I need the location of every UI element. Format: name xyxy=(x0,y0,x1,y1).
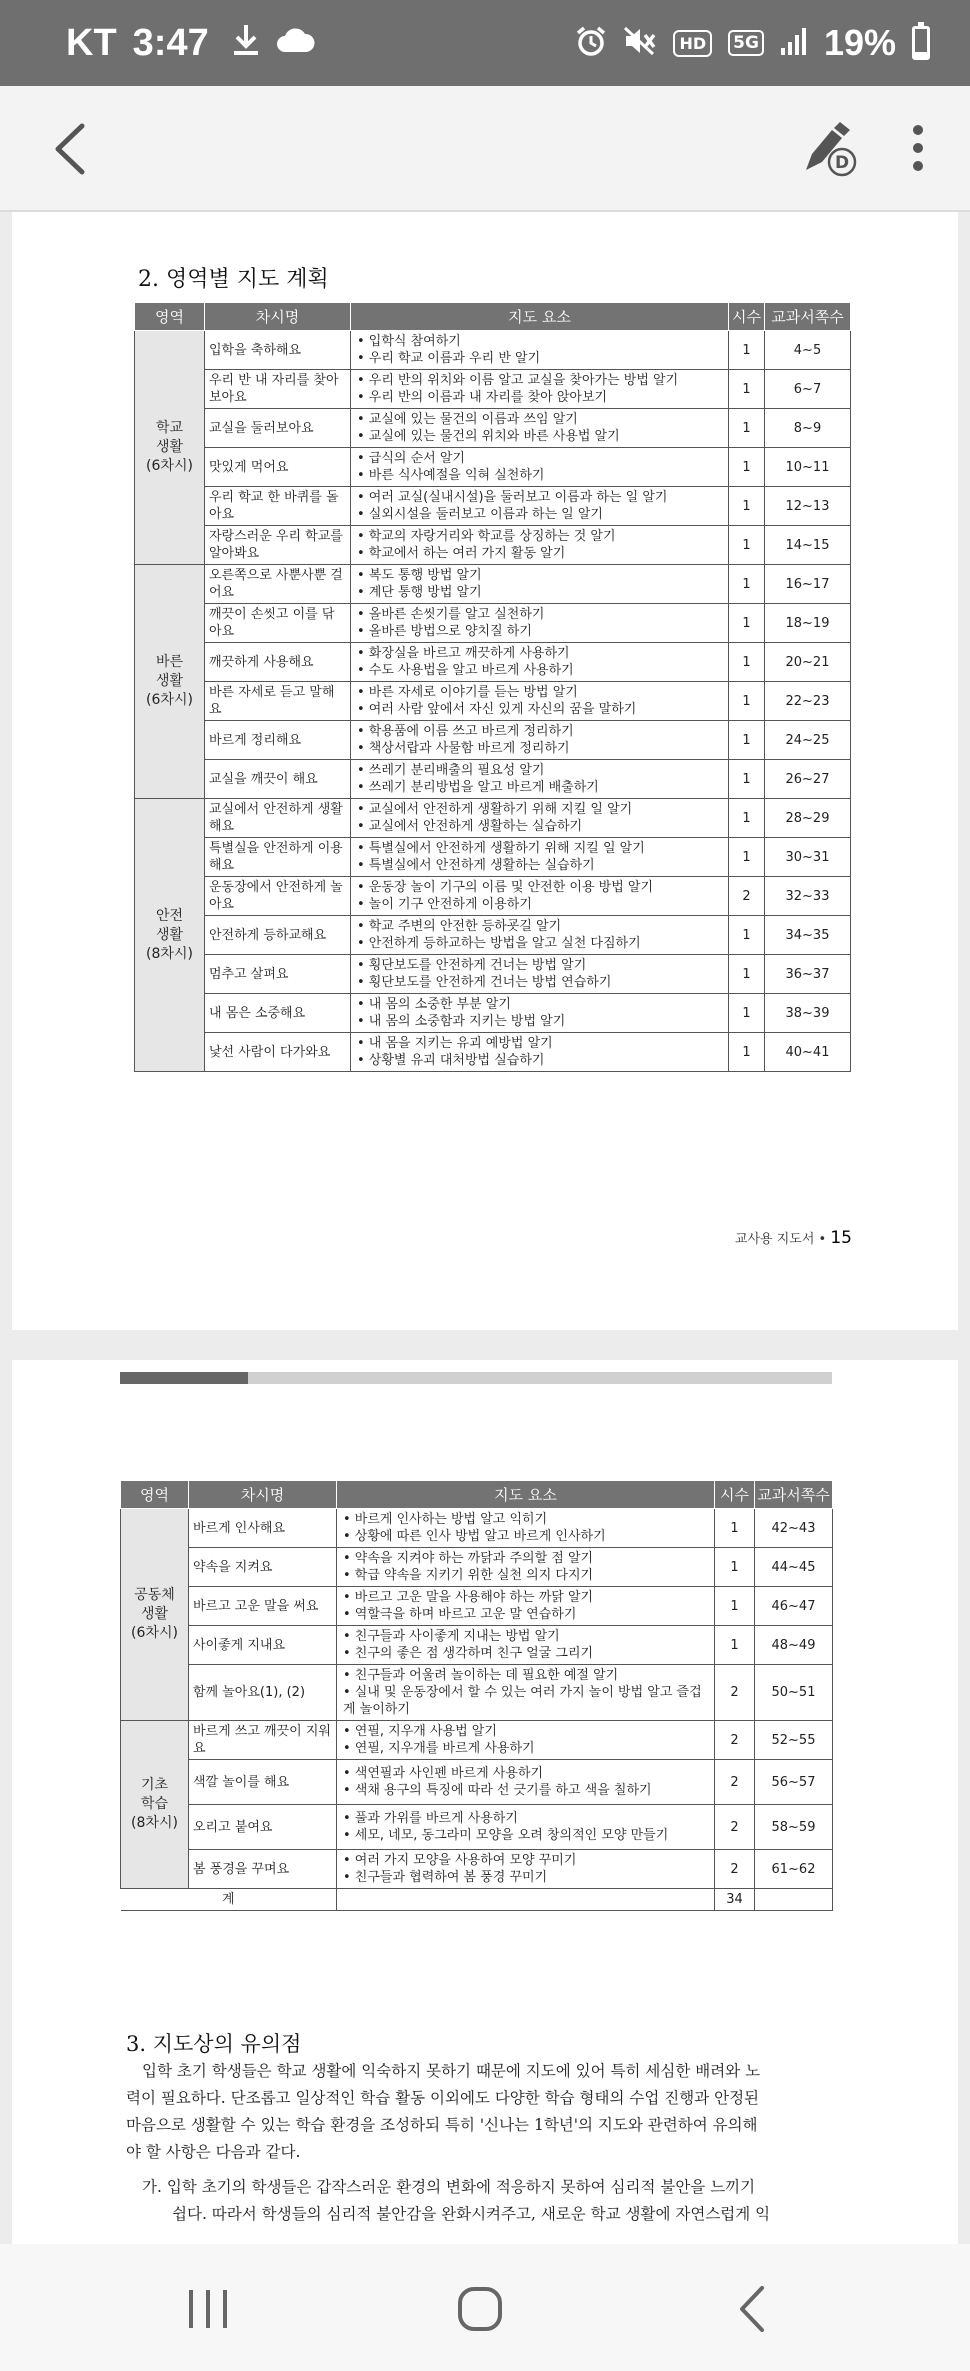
lesson-cell: 교실에서 안전하게 생활해요 xyxy=(205,799,351,838)
elements-cell xyxy=(351,526,729,565)
hours-cell: 1 xyxy=(729,370,765,409)
element-item: • 학교 주변의 안전한 등하굣길 알기 xyxy=(357,919,562,934)
plan-table-continued xyxy=(120,1480,833,1911)
table-header xyxy=(121,1481,833,1509)
pages-cell: 52~55 xyxy=(755,1721,833,1760)
lesson-cell: 약속을 지켜요 xyxy=(189,1548,337,1587)
element-item: • 학용품에 이름 쓰고 바르게 정리하기 xyxy=(357,724,574,739)
element-item: • 안전하게 등하교하는 방법을 알고 실천 다짐하기 xyxy=(357,936,641,951)
pages-cell: 58~59 xyxy=(755,1805,833,1850)
hours-cell: 2 xyxy=(715,1721,755,1760)
pages-cell: 36~37 xyxy=(765,955,851,994)
hd-voice-icon: HD xyxy=(673,30,712,57)
element-item: • 바르고 고운 말을 사용해야 하는 까닭 알기 xyxy=(343,1590,594,1605)
lesson-cell: 색깔 놀이를 해요 xyxy=(189,1760,337,1805)
pages-cell: 46~47 xyxy=(755,1587,833,1626)
element-item: • 세모, 네모, 동그라미 모양을 오려 창의적인 모양 만들기 xyxy=(343,1828,669,1843)
table-row xyxy=(135,721,851,760)
area-cell: 공동체 생활 (6차시) xyxy=(121,1509,189,1721)
lesson-cell: 깨끗이 손씻고 이를 닦아요 xyxy=(205,604,351,643)
element-item: • 놀이 기구 안전하게 이용하기 xyxy=(357,897,532,912)
lesson-cell: 입학을 축하해요 xyxy=(205,331,351,370)
table-row xyxy=(135,1033,851,1072)
footer-label: 교사용 지도서 • xyxy=(734,1232,827,1247)
hours-cell: 1 xyxy=(715,1626,755,1665)
lesson-cell: 바르게 인사해요 xyxy=(189,1509,337,1548)
element-item: • 친구의 좋은 점 생각하며 친구 얼굴 그리기 xyxy=(343,1646,594,1661)
elements-cell xyxy=(337,1721,715,1760)
elements-cell xyxy=(351,955,729,994)
elements-cell xyxy=(351,799,729,838)
table-row xyxy=(121,1850,833,1889)
item-line: 가. 입학 초기의 학생들은 갑작스러운 환경의 변화에 적응하지 못하여 심리적 불안을 느끼기 xyxy=(142,2178,756,2196)
header-elements: 지도 요소 xyxy=(337,1481,715,1509)
hours-cell: 1 xyxy=(729,643,765,682)
element-item: • 교실에서 안전하게 생활하기 위해 지킬 일 알기 xyxy=(357,802,633,817)
element-item: • 특별실에서 안전하게 생활하는 실습하기 xyxy=(357,858,595,873)
hours-cell: 1 xyxy=(729,409,765,448)
lesson-cell: 우리 학교 한 바퀴를 돌아요 xyxy=(205,487,351,526)
element-item: • 친구들과 사이좋게 지내는 방법 알기 xyxy=(343,1629,560,1644)
elements-cell xyxy=(337,1509,715,1548)
lesson-cell: 오른쪽으로 사뿐사뿐 걸어요 xyxy=(205,565,351,604)
pages-cell: 32~33 xyxy=(765,877,851,916)
pen-annotate-icon[interactable] xyxy=(798,116,858,180)
hours-cell: 1 xyxy=(729,1033,765,1072)
alarm-icon xyxy=(575,25,607,61)
element-item: • 여러 사람 앞에서 자신 있게 자신의 꿈을 말하기 xyxy=(357,702,637,717)
element-item: • 특별실에서 안전하게 생활하기 위해 지킬 일 알기 xyxy=(357,841,645,856)
element-item: • 화장실을 바르고 깨끗하게 사용하기 xyxy=(357,646,570,661)
lesson-cell: 우리 반 내 자리를 찾아보아요 xyxy=(205,370,351,409)
elements-cell xyxy=(337,1805,715,1850)
carrier-label: KT xyxy=(66,21,117,64)
hours-cell: 1 xyxy=(729,721,765,760)
page-footer xyxy=(735,1228,852,1248)
pages-cell: 16~17 xyxy=(765,565,851,604)
table-row xyxy=(121,1626,833,1665)
lesson-cell: 함께 놀아요(1), (2) xyxy=(189,1665,337,1721)
back-icon[interactable] xyxy=(712,2274,792,2344)
pages-cell: 24~25 xyxy=(765,721,851,760)
pages-cell: 61~62 xyxy=(755,1850,833,1889)
table-row xyxy=(135,955,851,994)
plan-table xyxy=(134,302,851,1072)
elements-cell xyxy=(351,760,729,799)
hours-cell: 1 xyxy=(729,916,765,955)
hours-cell: 1 xyxy=(729,682,765,721)
lesson-cell: 낯선 사람이 다가와요 xyxy=(205,1033,351,1072)
element-item: • 책상서랍과 사물함 바르게 정리하기 xyxy=(357,741,570,756)
hours-cell: 1 xyxy=(729,760,765,799)
element-item: • 운동장 놀이 기구의 이름 및 안전한 이용 방법 알기 xyxy=(357,880,654,895)
elements-cell xyxy=(351,721,729,760)
element-item: • 우리 학교 이름과 우리 반 알기 xyxy=(357,351,541,366)
pages-cell: 56~57 xyxy=(755,1760,833,1805)
signal-icon xyxy=(780,26,808,60)
pages-cell: 6~7 xyxy=(765,370,851,409)
elements-cell xyxy=(351,682,729,721)
header-elements: 지도 요소 xyxy=(351,303,729,331)
pages-cell: 30~31 xyxy=(765,838,851,877)
hours-cell: 1 xyxy=(729,526,765,565)
section-title-plan: 2. 영역별 지도 계획 xyxy=(138,267,329,292)
table-row xyxy=(135,643,851,682)
element-item: • 횡단보도를 안전하게 건너는 방법 알기 xyxy=(357,958,587,973)
element-item: • 여러 교실(실내시설)을 둘러보고 이름과 하는 일 알기 xyxy=(357,490,668,505)
pages-cell: 34~35 xyxy=(765,916,851,955)
header-pages: 교과서쪽수 xyxy=(765,303,851,331)
lesson-cell: 맛있게 먹어요 xyxy=(205,448,351,487)
pages-cell: 28~29 xyxy=(765,799,851,838)
header-lesson: 차시명 xyxy=(205,303,351,331)
battery-level xyxy=(915,52,927,57)
elements-cell xyxy=(351,838,729,877)
element-item: • 쓰레기 분리배출의 필요성 알기 xyxy=(357,763,545,778)
element-item: • 상황에 따른 인사 방법 알고 바르게 인사하기 xyxy=(343,1529,606,1544)
table-row xyxy=(121,1721,833,1760)
elements-cell xyxy=(351,331,729,370)
area-cell: 바른 생활 (6차시) xyxy=(135,565,205,799)
lesson-cell: 교실을 둘러보아요 xyxy=(205,409,351,448)
hours-cell: 1 xyxy=(715,1587,755,1626)
lesson-cell: 멈추고 살펴요 xyxy=(205,955,351,994)
elements-cell xyxy=(351,565,729,604)
download-icon xyxy=(233,23,259,63)
element-item: • 내 몸의 소중함과 지키는 방법 알기 xyxy=(357,1014,566,1029)
table-row xyxy=(135,682,851,721)
element-item: • 학급 약속을 지키기 위한 실천 의지 다지기 xyxy=(343,1568,594,1583)
hours-cell: 2 xyxy=(715,1665,755,1721)
lesson-cell: 바르게 정리해요 xyxy=(205,721,351,760)
hours-cell: 1 xyxy=(729,565,765,604)
element-item: • 교실에서 안전하게 생활하는 실습하기 xyxy=(357,819,583,834)
elements-cell xyxy=(351,916,729,955)
element-item: • 학교의 자랑거리와 학교를 상징하는 것 알기 xyxy=(357,529,616,544)
notes-paragraph xyxy=(126,2058,866,2228)
mute-icon xyxy=(623,26,657,60)
item-line: 쉽다. 따라서 학생들의 심리적 불안감을 완화시켜주고, 새로운 학교 생활에 자연스럽게 익 xyxy=(172,2205,771,2223)
lesson-cell: 운동장에서 안전하게 놀아요 xyxy=(205,877,351,916)
lesson-cell: 특별실을 안전하게 이용해요 xyxy=(205,838,351,877)
total-pages-empty xyxy=(755,1889,833,1911)
lesson-cell: 안전하게 등하교해요 xyxy=(205,916,351,955)
element-item: • 쓰레기 분리방법을 알고 바르게 배출하기 xyxy=(357,780,599,795)
element-item: • 풀과 가위를 바르게 사용하기 xyxy=(343,1811,518,1826)
elements-cell xyxy=(351,370,729,409)
element-item: • 바른 식사예절을 익혀 실천하기 xyxy=(357,468,545,483)
document-page-15[interactable] xyxy=(12,212,958,1330)
pages-cell: 12~13 xyxy=(765,487,851,526)
lesson-cell: 내 몸은 소중해요 xyxy=(205,994,351,1033)
pages-cell: 22~23 xyxy=(765,682,851,721)
pages-cell: 42~43 xyxy=(755,1509,833,1548)
elements-cell xyxy=(351,487,729,526)
element-item: • 친구들과 협력하여 봄 풍경 꾸미기 xyxy=(343,1870,548,1885)
pages-cell: 8~9 xyxy=(765,409,851,448)
pages-cell: 48~49 xyxy=(755,1626,833,1665)
table-row xyxy=(135,994,851,1033)
system-nav-bar xyxy=(0,2244,970,2371)
lesson-cell: 교실을 깨끗이 해요 xyxy=(205,760,351,799)
element-item: • 색채 용구의 특징에 따라 선 긋기를 하고 색을 칠하기 xyxy=(343,1783,652,1798)
table-row xyxy=(121,1760,833,1805)
home-icon[interactable] xyxy=(440,2274,520,2344)
element-item: • 바르게 인사하는 방법 알고 익히기 xyxy=(343,1512,548,1527)
hours-cell: 1 xyxy=(729,799,765,838)
elements-cell xyxy=(351,409,729,448)
table-row xyxy=(135,604,851,643)
element-item: • 상황별 유괴 대처방법 실습하기 xyxy=(357,1053,545,1068)
hours-cell: 1 xyxy=(729,331,765,370)
element-item: • 계단 통행 방법 알기 xyxy=(357,585,482,600)
pages-cell: 40~41 xyxy=(765,1033,851,1072)
total-hours: 34 xyxy=(715,1889,755,1911)
pages-cell: 20~21 xyxy=(765,643,851,682)
header-hours: 시수 xyxy=(729,303,765,331)
hours-cell: 1 xyxy=(715,1509,755,1548)
clock: 3:47 xyxy=(132,21,209,64)
element-item: • 학교에서 하는 여러 가지 활동 알기 xyxy=(357,546,566,561)
element-item: • 바른 자세로 이야기를 듣는 방법 알기 xyxy=(357,685,578,700)
elements-cell xyxy=(351,994,729,1033)
elements-cell xyxy=(351,448,729,487)
header-lesson: 차시명 xyxy=(189,1481,337,1509)
element-item: • 복도 통행 방법 알기 xyxy=(357,568,482,583)
paragraph-line: 마음으로 생활할 수 있는 학습 환경을 조성하되 특히 '신나는 1학년'의 지도와 관련하여 유의해 xyxy=(126,2116,758,2134)
element-item: • 올바른 손씻기를 알고 실천하기 xyxy=(357,607,545,622)
header-hours: 시수 xyxy=(715,1481,755,1509)
area-cell: 안전 생활 (8차시) xyxy=(135,799,205,1072)
hours-cell: 1 xyxy=(729,994,765,1033)
element-item: • 실외시설을 둘러보고 이름과 하는 일 알기 xyxy=(357,507,603,522)
elements-cell xyxy=(337,1548,715,1587)
pages-cell: 26~27 xyxy=(765,760,851,799)
element-item: • 우리 반의 이름과 내 자리를 찾아 앉아보기 xyxy=(357,390,608,405)
pages-cell: 50~51 xyxy=(755,1665,833,1721)
lesson-cell: 바른 자세로 듣고 말해요 xyxy=(205,682,351,721)
pages-cell: 4~5 xyxy=(765,331,851,370)
back-arrow-icon[interactable] xyxy=(42,114,102,184)
elements-cell xyxy=(351,1033,729,1072)
table-row xyxy=(135,409,851,448)
element-item: • 급식의 순서 알기 xyxy=(357,451,465,466)
hours-cell: 1 xyxy=(729,487,765,526)
table-row xyxy=(121,1548,833,1587)
document-page-16[interactable] xyxy=(12,1360,958,2244)
table-row xyxy=(135,331,851,370)
elements-cell xyxy=(337,1850,715,1889)
table-row xyxy=(135,448,851,487)
lesson-cell: 사이좋게 지내요 xyxy=(189,1626,337,1665)
page-number: 15 xyxy=(830,1228,852,1248)
header-pages: 교과서쪽수 xyxy=(755,1481,833,1509)
elements-cell xyxy=(351,604,729,643)
hours-cell: 1 xyxy=(729,604,765,643)
element-item: • 우리 반의 위치와 이름 알고 교실을 찾아가는 방법 알기 xyxy=(357,373,679,388)
hours-cell: 2 xyxy=(715,1805,755,1850)
element-item: • 색연필과 사인펜 바르게 사용하기 xyxy=(343,1766,544,1781)
hours-cell: 2 xyxy=(715,1850,755,1889)
more-vertical-icon[interactable] xyxy=(898,116,938,180)
elements-cell xyxy=(337,1665,715,1721)
element-item: • 친구들과 어울려 놀이하는 데 필요한 예절 알기 xyxy=(343,1668,619,1683)
lesson-cell: 바르게 쓰고 깨끗이 지워요 xyxy=(189,1721,337,1760)
battery-icon xyxy=(912,26,930,60)
elements-cell xyxy=(337,1626,715,1665)
hours-cell: 2 xyxy=(715,1760,755,1805)
total-row xyxy=(121,1889,833,1911)
element-item: • 역할극을 하며 바르고 고운 말 연습하기 xyxy=(343,1607,577,1622)
lesson-cell: 오리고 붙여요 xyxy=(189,1805,337,1850)
header-strip-accent xyxy=(120,1372,248,1384)
annot-badge: D xyxy=(834,153,850,173)
elements-cell xyxy=(337,1587,715,1626)
pages-cell: 44~45 xyxy=(755,1548,833,1587)
pages-cell: 10~11 xyxy=(765,448,851,487)
lesson-cell: 자랑스러운 우리 학교를 알아봐요 xyxy=(205,526,351,565)
5g-icon: 5G xyxy=(728,30,764,56)
cloud-icon xyxy=(275,26,315,60)
header-strip xyxy=(120,1372,832,1384)
element-item: • 내 몸의 소중한 부분 알기 xyxy=(357,997,511,1012)
element-item: • 횡단보도를 안전하게 건너는 방법 연습하기 xyxy=(357,975,612,990)
element-item: • 여러 가지 모양을 사용하여 모양 꾸미기 xyxy=(343,1853,577,1868)
table-row xyxy=(135,916,851,955)
element-item: • 약속을 지켜야 하는 까닭과 주의할 점 알기 xyxy=(343,1551,594,1566)
table-row xyxy=(135,838,851,877)
table-row xyxy=(135,799,851,838)
lesson-cell: 깨끗하게 사용해요 xyxy=(205,643,351,682)
element-item: • 교실에 있는 물건의 위치와 바른 사용법 알기 xyxy=(357,429,620,444)
pages-cell: 18~19 xyxy=(765,604,851,643)
elements-cell xyxy=(337,1760,715,1805)
table-row xyxy=(135,370,851,409)
paragraph-line: 입학 초기 학생들은 학교 생활에 익숙하지 못하기 때문에 지도에 있어 특히 세심한 배려와 노 xyxy=(142,2062,761,2080)
battery-percent: 19% xyxy=(823,22,896,63)
element-item: • 수도 사용법을 알고 바르게 사용하기 xyxy=(357,663,574,678)
element-item: • 실내 및 운동장에서 할 수 있는 여러 가지 놀이 방법 알고 즐겁게 놀이하기 xyxy=(343,1685,702,1717)
element-item: • 입학식 참여하기 xyxy=(357,334,461,349)
table-row xyxy=(135,760,851,799)
element-item: • 교실에 있는 물건의 이름과 쓰임 알기 xyxy=(357,412,578,427)
area-cell: 학교 생활 (6차시) xyxy=(135,331,205,565)
hours-cell: 1 xyxy=(729,448,765,487)
paragraph-line: 야 할 사항은 다음과 같다. xyxy=(126,2143,301,2161)
element-item: • 내 몸을 지키는 유괴 예방법 알기 xyxy=(357,1036,553,1051)
table-row xyxy=(121,1587,833,1626)
pages-cell: 14~15 xyxy=(765,526,851,565)
area-cell: 기초 학습 (8차시) xyxy=(121,1721,189,1889)
element-item: • 연필, 지우개를 바르게 사용하기 xyxy=(343,1741,535,1756)
lesson-cell: 바르고 고운 말을 써요 xyxy=(189,1587,337,1626)
hours-cell: 2 xyxy=(729,877,765,916)
table-row xyxy=(121,1509,833,1548)
header-area: 영역 xyxy=(135,303,205,331)
hours-cell: 1 xyxy=(729,955,765,994)
hours-cell: 1 xyxy=(729,838,765,877)
header-area: 영역 xyxy=(121,1481,189,1509)
pages-cell: 38~39 xyxy=(765,994,851,1033)
viewer-toolbar xyxy=(0,86,970,212)
table-row xyxy=(121,1665,833,1721)
paragraph-line: 력이 필요하다. 단조롭고 일상적인 학습 활동 이외에도 다양한 학습 형태의 수업 진행과 안정된 xyxy=(126,2089,760,2107)
hours-cell: 1 xyxy=(715,1548,755,1587)
section-title-notes: 3. 지도상의 유의점 xyxy=(126,2032,302,2056)
table-row xyxy=(135,526,851,565)
table-row xyxy=(135,877,851,916)
total-elements-empty xyxy=(337,1889,715,1911)
elements-cell xyxy=(351,877,729,916)
table-header xyxy=(135,303,851,331)
table-row xyxy=(135,565,851,604)
element-item: • 올바른 방법으로 양치질 하기 xyxy=(357,624,532,639)
total-label: 계 xyxy=(121,1889,337,1911)
table-row xyxy=(135,487,851,526)
status-bar xyxy=(0,0,970,86)
lesson-cell: 봄 풍경을 꾸며요 xyxy=(189,1850,337,1889)
elements-cell xyxy=(351,643,729,682)
table-row xyxy=(121,1805,833,1850)
recent-apps-icon[interactable] xyxy=(168,2274,248,2344)
element-item: • 연필, 지우개 사용법 알기 xyxy=(343,1724,497,1739)
